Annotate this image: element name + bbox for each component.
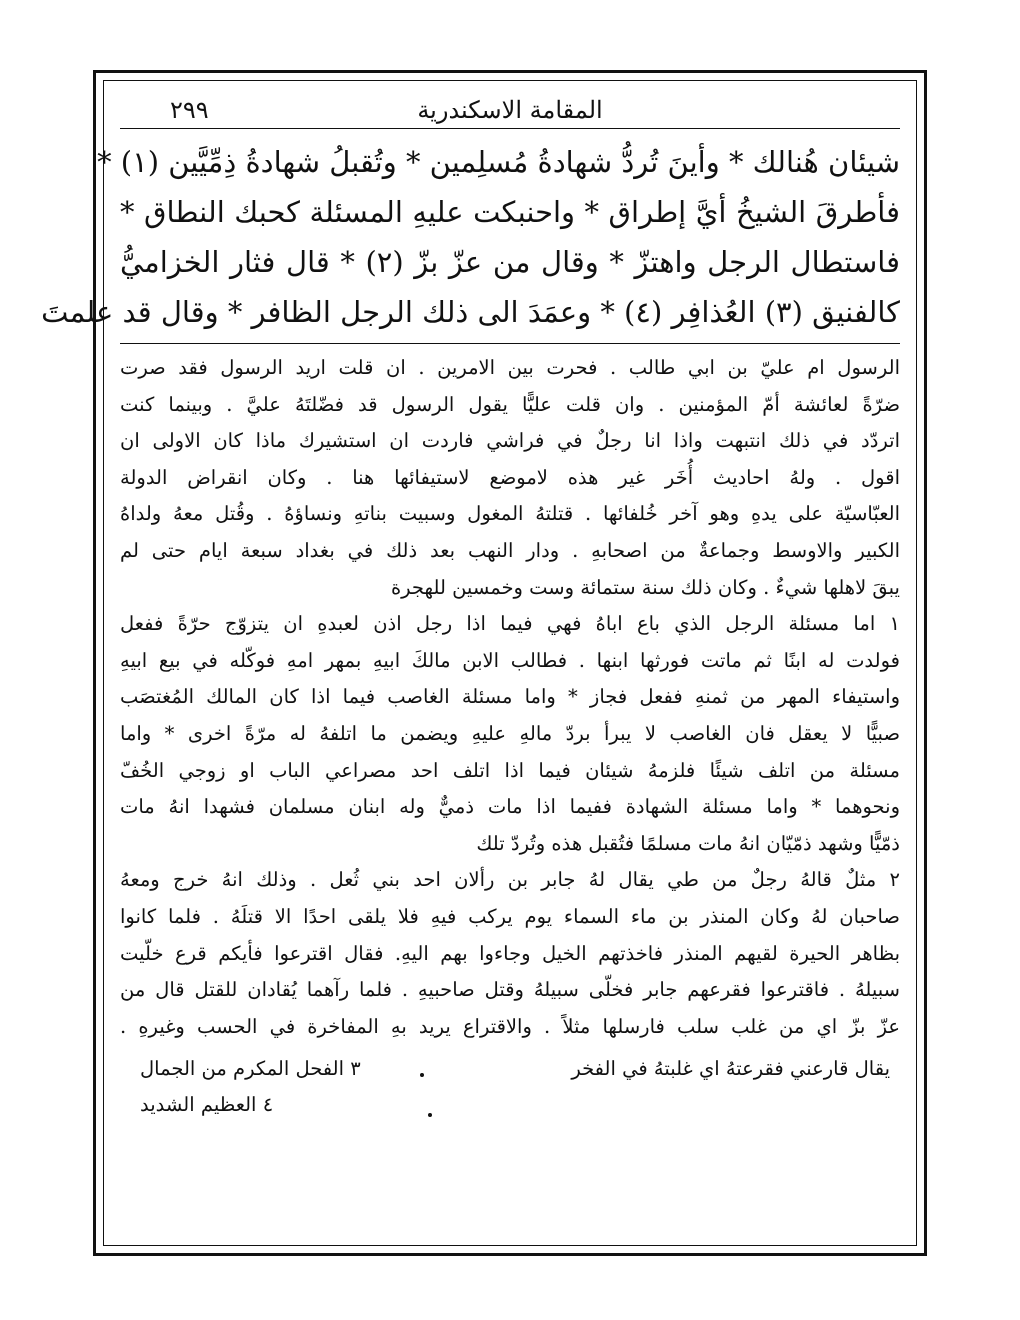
commentary-line: ذمّيًّا وشهد ذمّيّان انهُ مات مسلمًا فتُقبل هذه وتُردّ تلك <box>476 831 900 855</box>
commentary-block <box>120 350 900 1051</box>
page-number: ٢٩٩ <box>170 96 209 124</box>
main-text-line: كالفنيق (٣) العُذافِر (٤) * وعمَدَ الى ذلك الرجل الظافر * وقال قد علمتَ <box>41 295 900 329</box>
ink-speck <box>420 1073 424 1077</box>
footnote-text: يقال قارعني فقرعتهُ اي غلبتهُ في الفخر <box>571 1057 890 1081</box>
footnotes <box>120 1051 900 1131</box>
commentary-line: مسئلة من اتلف شيئًا فلزمهُ شيئان فيما اذا اتلف احد مصراعي الباب او زوجي الخُفّ <box>120 758 900 782</box>
commentary-line: ١ اما مسئلة الرجل الذي باع اباهُ فهي فيما اذا رجل اذن لعبدهِ ان يتزوّج حرّةً ففعل <box>120 612 900 636</box>
commentary-line: الرسول ام عليّ بن ابي طالب . فحرت بين الامرين . ان قلت اريد الرسول فقد صرت <box>120 356 900 379</box>
main-text-block <box>41 137 900 344</box>
commentary-line: واستيفاء المهر من ثمنهِ ففعل فجاز * واما مسئلة الغاصب فيما اذا كان المالك المُغتصَب <box>120 685 900 709</box>
commentary-line: اقول . ولهُ احاديث أُخَر غير هذه لاموضع لاستيفائها هنا . وكان انقراض الدولة <box>120 465 900 489</box>
commentary-line: العبّاسيّة على يدهِ وهو آخر خُلفائها . قتلتهُ المغول وسبيت بناتهِ ونساؤهُ . وقُتل معهُ ولداهُ <box>120 502 900 526</box>
commentary-line: صبيًّا لا يعقل فان الغاصب لا يبرأ بردّ مالهِ عليهِ ويضمن ما اتلفهُ له مرّةً اخرى * واما <box>120 721 900 745</box>
commentary-line: بظاهر الحيرة لقيهم المنذر فاخذتهم الخيل وجاءوا بهم اليهِ. فقال اقترعوا فأيكم قرع خلّيت <box>120 941 900 965</box>
main-text-line: شيئان هُنالك * وأينَ تُردُّ شهادةُ مُسلِمين * وتُقبلُ شهادةُ ذِمِّيَّين (١) * <box>97 145 900 179</box>
commentary-line: عزّ بزّ اي من غلب سلب فارسلها مثلاً . والاقتراع يريد بهِ المفاخرة في الحسب وغيرهِ . <box>120 1014 900 1038</box>
ink-speck <box>428 1113 432 1117</box>
commentary-line: ونحوهما * واما مسئلة الشهادة ففيما اذا مات ذميٌّ وله ابنان مسلمان فشهدا انهُ مات <box>120 795 900 819</box>
main-text-line: فأطرقَ الشيخُ أيَّ إطراق * واحنبكت عليهِ المسئلة كحبك النطاق * <box>120 195 900 229</box>
page-header <box>120 92 900 129</box>
running-title: المقامة الاسكندرية <box>417 96 603 124</box>
commentary-line: صاحبان لهُ وكان المنذر بن ماء السماء يوم يركب فيهِ فلا يلقى احدًا الا قتلَهُ . فلما كانوا <box>120 904 900 928</box>
commentary-line: يبقَ لاهلها شيءٌ . وكان ذلك سنة ستمائة وست وخمسين للهجرة <box>390 575 900 599</box>
main-text-line: فاستطال الرجل واهتزّ * وقال من عزّ بزّ (٢) * قال فثار الخزاميُّ <box>120 245 900 279</box>
footnote-4: ٤ العظيم الشديد <box>140 1093 274 1117</box>
commentary-line: سبيلهُ . فاقترعوا فقرعهم جابر فخلّى سبيلهُ وقتل صاحبيهِ . فلما رآهما يُقادان للقتل قال من <box>120 978 900 1002</box>
commentary-line: ضرّةً لعائشة أمّ المؤمنين . وان قلت عليًّا يقول الرسول قد فضّلتَهُ عليَّ . وبينما كنت <box>120 392 900 416</box>
footnote-3: ٣ الفحل المكرم من الجمال <box>140 1057 361 1081</box>
commentary-line: الكبير والاوسط وجماعةٌ من اصحابهِ . ودار النهب بعد ذلك في بغداد سبعة ايام حتى لم <box>120 538 900 562</box>
book-page <box>41 92 900 1242</box>
commentary-line: اتردّد في ذلك انتبهت واذا انا رجلٌ في فراشي فاردت ان استشيرك ماذا كان الاولى ان <box>120 429 900 453</box>
commentary-line: فولدت له ابنًا ثم ماتت فورثها ابنها . فطالب الابن مالكَ ابيهِ بمهر امهِ فوكّله في بيع ابيهِ <box>120 648 900 672</box>
commentary-line: ٢ مثلٌ قالهُ رجلٌ من طي يقال لهُ جابر بن رألان احد بني ثُعل . وذلك انهُ خرج ومعهُ <box>120 868 900 892</box>
